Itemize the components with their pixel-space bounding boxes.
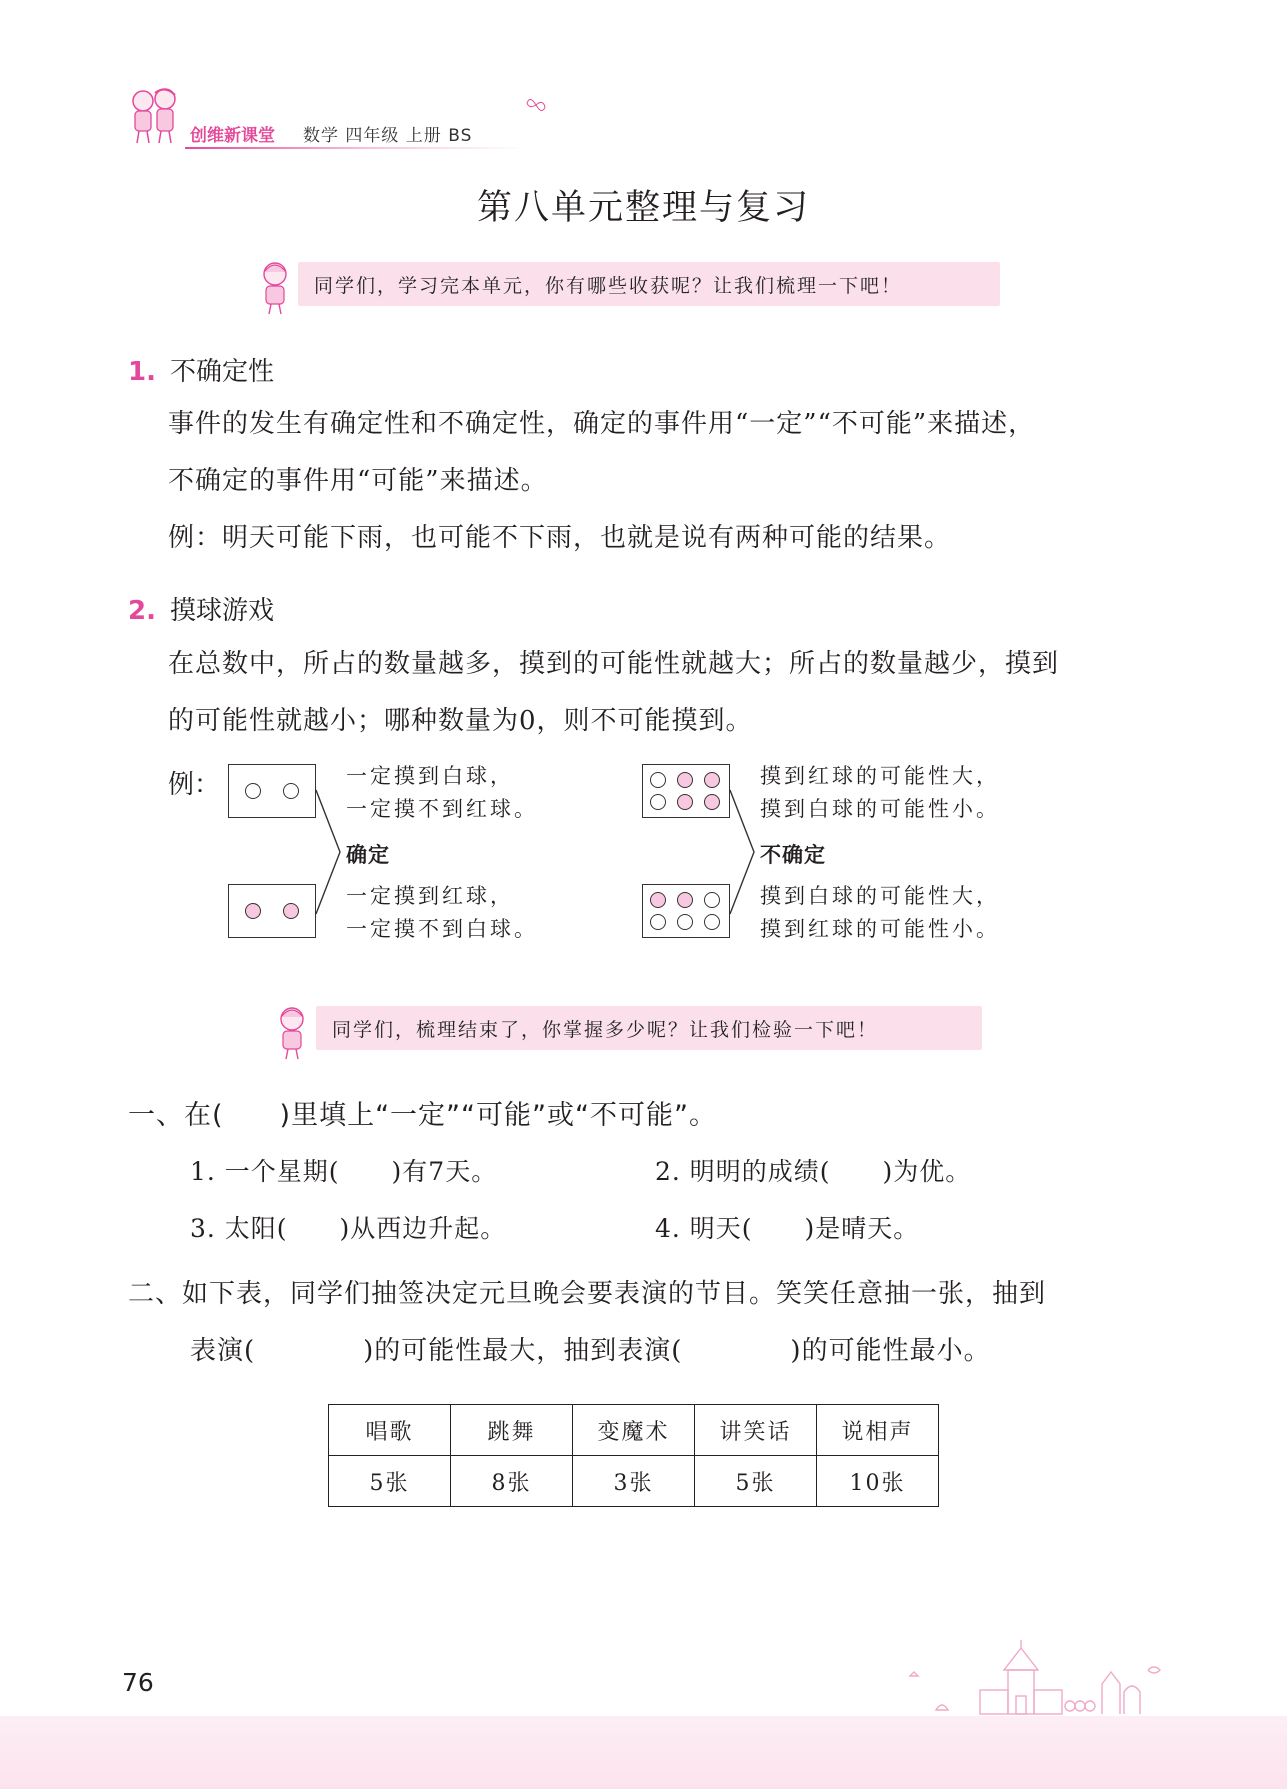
performance-table <box>328 1404 939 1507</box>
example-text-line: 摸到白球的可能性小。 <box>760 797 1000 821</box>
header-rule <box>185 147 525 149</box>
section-2-title <box>128 590 274 627</box>
intro-speech-bubble <box>298 262 1000 306</box>
red-ball <box>677 892 693 908</box>
table-row <box>329 1456 939 1507</box>
question-2-line: 表演( )的可能性最大，抽到表演( )的可能性最小。 <box>190 1336 991 1366</box>
example-text-line: 一定摸不到白球。 <box>346 917 538 941</box>
section-1-body <box>168 396 1035 567</box>
red-ball <box>677 794 693 810</box>
table-cell: 8张 <box>451 1456 573 1507</box>
butterfly-icon <box>525 97 547 113</box>
section-1-line: 事件的发生有确定性和不确定性，确定的事件用“一定”“不可能”来描述， <box>168 409 1036 439</box>
question-1-item: 3. 太阳( )从西边升起。 <box>190 1214 507 1243</box>
white-ball <box>283 783 299 799</box>
mascot-girl-icon <box>255 258 297 316</box>
white-ball <box>650 772 666 788</box>
section-1-title <box>128 351 274 388</box>
white-ball <box>677 914 693 930</box>
section-1-number: 1. <box>128 357 156 387</box>
kids-mascot-icon <box>125 85 185 145</box>
table-header-cell: 变魔术 <box>573 1405 695 1456</box>
question-2-text <box>128 1266 1046 1380</box>
table-cell: 5张 <box>695 1456 817 1507</box>
certain-bracket <box>316 788 344 916</box>
red-ball <box>650 892 666 908</box>
uncertain-box2-text <box>760 880 1000 946</box>
white-ball <box>650 794 666 810</box>
section-1-heading: 不确定性 <box>169 357 274 387</box>
certain-label: 确定 <box>346 843 390 867</box>
mascot-girl-icon <box>272 1003 314 1061</box>
brand-name: 创维新课堂 <box>190 126 275 146</box>
red-ball <box>704 794 720 810</box>
red-ball <box>704 772 720 788</box>
section-1-line: 例：明天可能下雨，也可能不下雨，也就是说有两种可能的结果。 <box>168 523 952 553</box>
example-text-line: 摸到红球的可能性小。 <box>760 917 1000 941</box>
castle-decoration-icon <box>880 1640 1170 1720</box>
box-two-red-balls <box>228 884 316 938</box>
footer-band <box>0 1716 1287 1789</box>
section-2-number: 2. <box>128 596 156 626</box>
table-header-cell: 跳舞 <box>451 1405 573 1456</box>
example-text-line: 摸到红球的可能性大， <box>760 764 1000 788</box>
table-cell: 10张 <box>817 1456 939 1507</box>
section-1-line: 不确定的事件用“可能”来描述。 <box>168 466 548 496</box>
table-header-cell: 唱歌 <box>329 1405 451 1456</box>
white-ball <box>704 892 720 908</box>
example-label: 例： <box>168 770 221 800</box>
question-1-item: 4. 明天( )是晴天。 <box>655 1214 920 1243</box>
page-number: 76 <box>122 1668 154 1697</box>
check-speech-bubble <box>316 1006 982 1050</box>
white-ball <box>245 783 261 799</box>
table-header-row <box>329 1405 939 1456</box>
box-two-white-balls <box>228 764 316 818</box>
subject-label: 数学 四年级 上册 BS <box>303 126 473 146</box>
uncertain-label: 不确定 <box>760 843 826 867</box>
white-ball <box>704 914 720 930</box>
red-ball <box>677 772 693 788</box>
section-2-line: 在总数中，所占的数量越多，摸到的可能性就越大；所占的数量越少，摸到 <box>168 649 1060 679</box>
certain-box2-text <box>346 880 538 946</box>
question-1-item: 1. 一个星期( )有7天。 <box>190 1157 498 1186</box>
example-text-line: 一定摸不到红球。 <box>346 797 538 821</box>
example-text-line: 一定摸到白球， <box>346 764 514 788</box>
question-1-heading: 一、在( )里填上“一定”“可能”或“不可能”。 <box>128 1100 717 1131</box>
certain-box1-text <box>346 760 538 826</box>
page-header <box>125 85 545 160</box>
red-ball <box>245 903 261 919</box>
box-two-red-four-white <box>642 884 730 938</box>
table-cell: 5张 <box>329 1456 451 1507</box>
uncertain-bracket <box>730 788 758 916</box>
red-ball <box>283 903 299 919</box>
question-1-item: 2. 明明的成绩( )为优。 <box>655 1157 972 1186</box>
table-cell: 3张 <box>573 1456 695 1507</box>
check-bubble-text: 同学们，梳理结束了，你掌握多少呢？让我们检验一下吧！ <box>332 1019 879 1041</box>
uncertain-box1-text <box>760 760 1000 826</box>
white-ball <box>650 914 666 930</box>
example-text-line: 一定摸到红球， <box>346 884 514 908</box>
section-2-line: 的可能性就越小；哪种数量为0，则不可能摸到。 <box>168 706 753 736</box>
table-header-cell: 说相声 <box>817 1405 939 1456</box>
box-four-red-two-white <box>642 764 730 818</box>
example-text-line: 摸到白球的可能性大， <box>760 884 1000 908</box>
question-2-line: 二、如下表，同学们抽签决定元旦晚会要表演的节目。笑笑任意抽一张，抽到 <box>128 1279 1047 1309</box>
section-2-heading: 摸球游戏 <box>169 596 274 626</box>
table-header-cell: 讲笑话 <box>695 1405 817 1456</box>
page-title: 第八单元整理与复习 <box>476 188 810 228</box>
intro-bubble-text: 同学们，学习完本单元，你有哪些收获呢？让我们梳理一下吧！ <box>314 275 903 297</box>
section-2-body <box>168 636 1059 750</box>
